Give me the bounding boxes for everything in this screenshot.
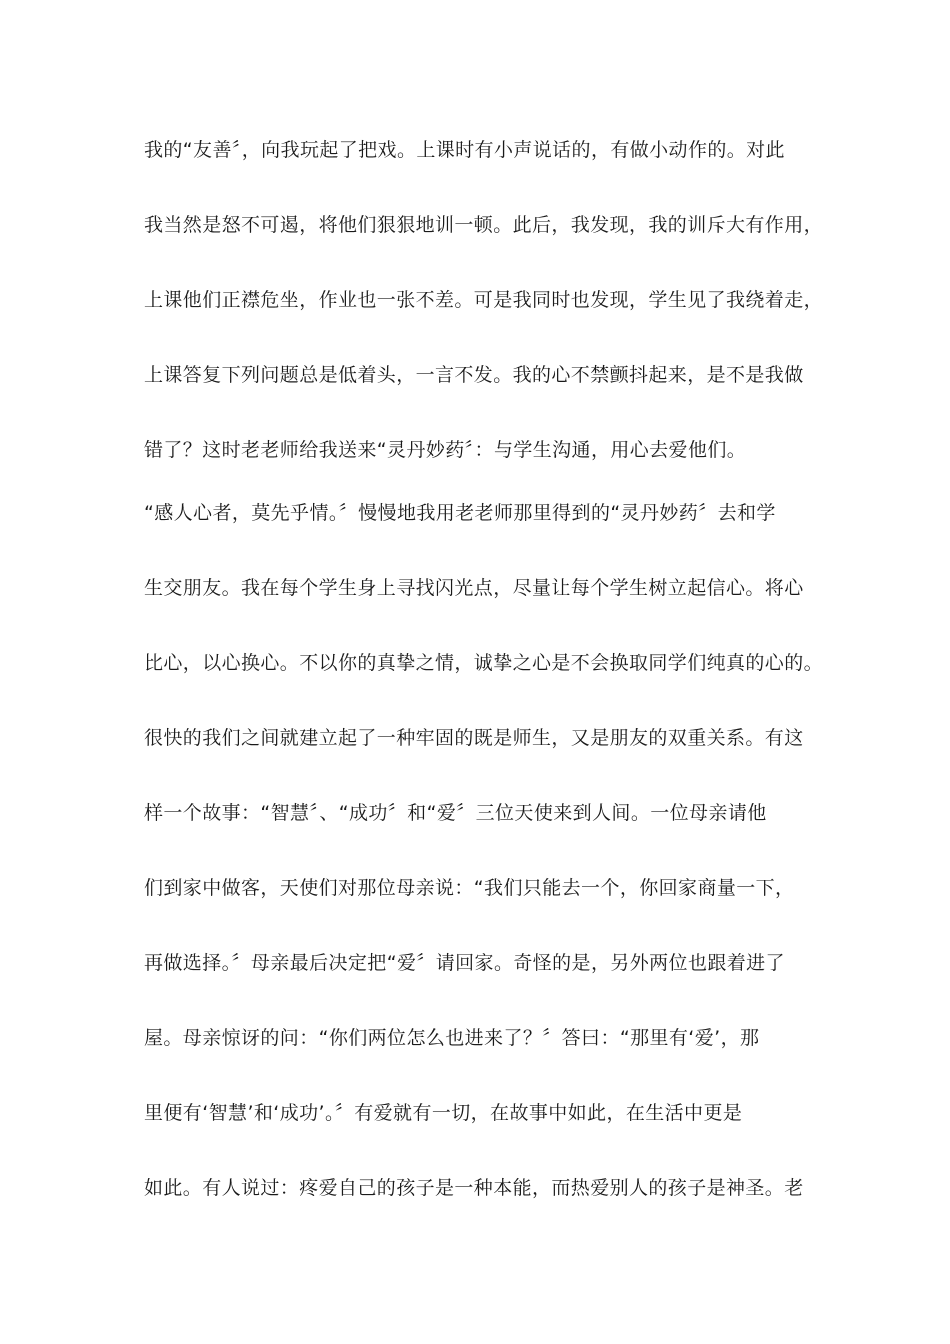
text-line: 我的“友善〞，向我玩起了把戏。上课时有小声说话的，有做小动作的。对此 [144, 139, 785, 161]
text-line: 再做选择。〞母亲最后决定把“爱〞请回家。奇怪的是，另外两位也跟着进了 [144, 952, 785, 974]
text-line: 上课答复下列问题总是低着头，一言不发。我的心不禁颤抖起来，是不是我做 [144, 364, 804, 386]
text-line: 样一个故事：“智慧〞、“成功〞和“爱〞三位天使来到人间。一位母亲请他 [144, 802, 767, 824]
text-line: 很快的我们之间就建立起了一种牢固的既是师生，又是朋友的双重关系。有这 [144, 727, 804, 749]
text-line: 上课他们正襟危坐，作业也一张不差。可是我同时也发现，学生见了我绕着走， [144, 289, 824, 311]
text-line: 屋。母亲惊讶的问：“你们两位怎么也进来了？〞答曰：“那里有‘爱’，那 [144, 1027, 760, 1049]
text-line: 我当然是怒不可遏，将他们狠狠地训一顿。此后，我发现，我的训斥大有作用， [144, 214, 824, 236]
text-line: 生交朋友。我在每个学生身上寻找闪光点，尽量让每个学生树立起信心。将心 [144, 577, 804, 599]
text-line: 错了？这时老老师给我送来“灵丹妙药〞：与学生沟通，用心去爱他们。 [144, 439, 747, 461]
text-line: 如此。有人说过：疼爱自己的孩子是一种本能，而热爱别人的孩子是神圣。老 [144, 1177, 804, 1199]
text-line: 里便有‘智慧’和‘成功’。〞有爱就有一切，在故事中如此，在生活中更是 [144, 1102, 743, 1124]
text-line: 们到家中做客，天使们对那位母亲说：“我们只能去一个，你回家商量一下， [144, 877, 795, 899]
text-line: “感人心者，莫先乎情。〞慢慢地我用老老师那里得到的“灵丹妙药〞去和学 [144, 502, 776, 524]
text-line: 比心，以心换心。不以你的真挚之情，诚挚之心是不会换取同学们纯真的心的。 [144, 652, 824, 674]
body-text [144, 132, 824, 1207]
